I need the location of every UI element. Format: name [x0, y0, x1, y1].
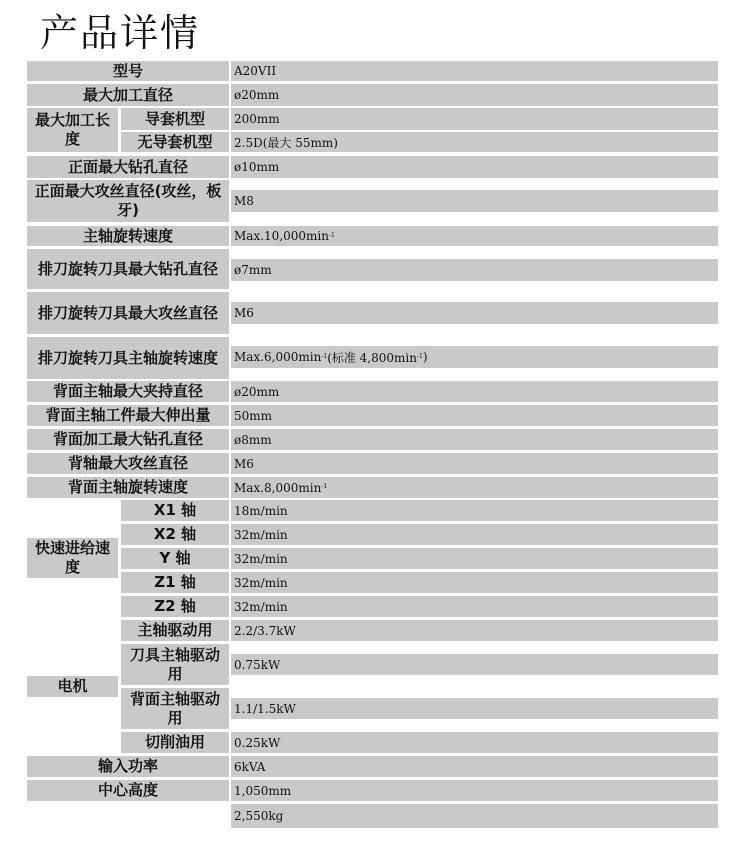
spec-label-center-height: 中心高度 — [27, 780, 229, 801]
spec-label-z1-axis: Z1 轴 — [121, 572, 229, 593]
back-speed-unit-exp: -1 — [321, 483, 328, 490]
spec-label-max-length: 最大加工长度 — [27, 108, 118, 152]
gang-speed-text: Max.6,000min — [234, 350, 322, 364]
spec-label-back-projection: 背面主轴工件最大伸出量 — [27, 405, 229, 426]
spec-value-back-tap: M6 — [231, 453, 718, 474]
spec-label-front-drill: 正面最大钻孔直径 — [27, 156, 229, 178]
spec-label-back-speed: 背面主轴旋转速度 — [27, 477, 229, 498]
spec-value-gang-drill: ø7mm — [231, 259, 718, 281]
spec-value-front-tap: M8 — [231, 190, 718, 212]
spec-label-spindle-speed: 主轴旋转速度 — [27, 226, 229, 246]
spec-value-model: A20VII — [231, 61, 718, 81]
gang-speed-standard: (标准 4,800min — [327, 350, 417, 365]
spec-value-motor-coolant: 0.25kW — [231, 732, 718, 753]
spindle-speed-unit-exp: -1 — [328, 231, 335, 239]
spec-label-motor-spindle: 主轴驱动用 — [121, 620, 229, 641]
spec-label-gang-drill: 排刀旋转刀具最大钻孔直径 — [27, 249, 229, 289]
spec-label-x1-axis: X1 轴 — [121, 500, 229, 521]
spec-label-gang-speed: 排刀旋转刀具主轴旋转速度 — [27, 337, 229, 379]
gang-speed-unit-exp: -1 — [321, 352, 328, 360]
spec-value-center-height: 1,050mm — [231, 780, 718, 801]
spec-value-back-projection: 50mm — [231, 405, 718, 426]
gang-speed-standard-exp: -1 — [416, 352, 423, 360]
spec-value-x2-axis: 32m/min — [231, 524, 718, 545]
spec-value-max-diameter: ø20mm — [231, 84, 718, 106]
spec-label-guideless: 无导套机型 — [121, 132, 229, 152]
spec-label-motor-tool: 刀具主轴驱动用 — [121, 644, 229, 685]
spec-label-max-diameter: 最大加工直径 — [27, 84, 229, 106]
spec-label-back-drill: 背面加工最大钻孔直径 — [27, 429, 229, 450]
spec-label-back-chuck: 背面主轴最大夹持直径 — [27, 381, 229, 402]
spec-label-model: 型号 — [27, 61, 229, 81]
spec-label-input-power: 输入功率 — [27, 756, 229, 777]
spec-label-gang-tap: 排刀旋转刀具最大攻丝直径 — [27, 292, 229, 334]
spec-value-back-drill: ø8mm — [231, 429, 718, 450]
spindle-speed-text: Max.10,000min — [234, 229, 329, 243]
spec-value-guide-bush: 200mm — [231, 108, 718, 130]
spec-value-back-speed — [231, 477, 718, 498]
spec-value-gang-tap: M6 — [231, 302, 718, 324]
spec-label-motor-coolant: 切削油用 — [121, 732, 229, 753]
spec-value-motor-tool: 0.75kW — [231, 654, 718, 675]
spec-value-motor-back: 1.1/1.5kW — [231, 698, 718, 719]
spec-label-back-tap: 背轴最大攻丝直径 — [27, 453, 229, 474]
page-title: 产品详情 — [40, 11, 201, 55]
spec-value-motor-spindle: 2.2/3.7kW — [231, 620, 718, 641]
spec-value-gang-speed — [231, 346, 718, 368]
back-speed-text: Max.8,000min — [234, 480, 322, 495]
spec-value-y-axis: 32m/min — [231, 548, 718, 569]
spec-label-guide-bush: 导套机型 — [121, 108, 229, 130]
spec-value-back-chuck: ø20mm — [231, 381, 718, 402]
spec-label-motor-back: 背面主轴驱动用 — [121, 688, 229, 729]
spec-value-spindle-speed — [231, 226, 718, 246]
spec-value-guideless: 2.5D(最大 55mm) — [231, 132, 718, 152]
spec-value-z1-axis: 32m/min — [231, 572, 718, 593]
spec-label-y-axis: Y 轴 — [121, 548, 229, 569]
spec-label-x2-axis: X2 轴 — [121, 524, 229, 545]
spec-label-front-tap: 正面最大攻丝直径(攻丝，板牙) — [27, 180, 229, 222]
spec-value-x1-axis: 18m/min — [231, 500, 718, 521]
spec-label-z2-axis: Z2 轴 — [121, 596, 229, 617]
spec-label-motor: 电机 — [27, 676, 118, 697]
spec-label-rapid-feed: 快速进给速度 — [27, 538, 118, 578]
spec-value-z2-axis: 32m/min — [231, 596, 718, 617]
spec-value-weight: 2,550kg — [231, 804, 718, 828]
gang-speed-close: ) — [422, 350, 428, 364]
spec-value-front-drill: ø10mm — [231, 156, 718, 178]
spec-value-input-power: 6kVA — [231, 756, 718, 777]
